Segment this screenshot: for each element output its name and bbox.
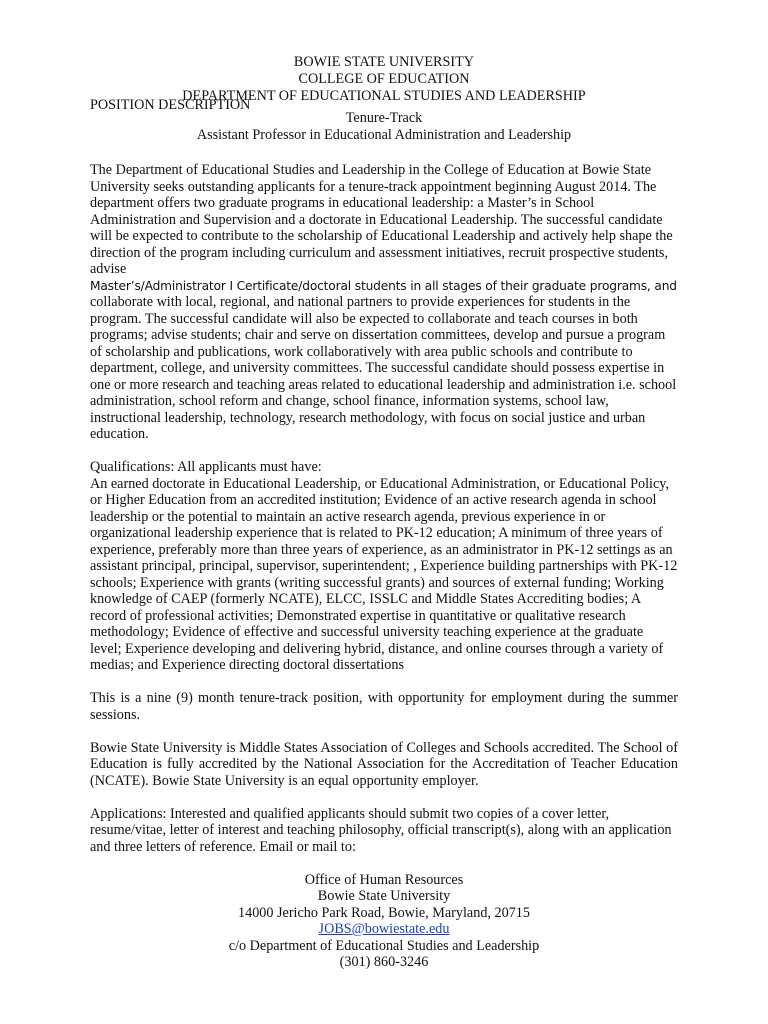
contact-block bbox=[90, 872, 678, 971]
intro-paragraph bbox=[90, 162, 678, 443]
position-description-label: POSITION DESCRIPTION bbox=[90, 97, 251, 113]
document-header bbox=[90, 54, 678, 154]
job-title: Assistant Professor in Educational Administration and Leadership bbox=[196, 127, 572, 143]
qualifications-heading: Qualifications: All applicants must have: bbox=[90, 459, 322, 475]
intro-text-part1: The Department of Educational Studies and Leadership in the College of Education at Bowie State University seeks outstanding applicants for a tenure-track appointment beginning August 2014. The department offers two graduate programs in educational leadership: a Master’s in School Administration and Supervision and a doctorate in Educational Leadership. The successful candidate will be expected to contribute to the scholarship of Educational Leadership and actively help shape the direction of the program including curriculum and assessment initiatives, recruit prospective students, advise bbox=[90, 162, 673, 277]
track-label: Tenure-Track bbox=[345, 110, 423, 126]
qualifications-text: An earned doctorate in Educational Leadership, or Educational Administration, or Educational Policy, or Higher Education from an accredited institution; Evidence of an active research agenda in school leadership or the potential to maintain an active research agenda, previous experience in or organizational leadership experience that is related to PK-12 education; A minimum of three years of experience, preferably more than three years of experience, as an administrator in PK-12 settings as an assistant principal, principal, supervisor, superintendent; , Experience building partnerships with PK-12 schools; Experience with grants (writing successful grants) and sources of external funding; Working knowledge of CAEP (formerly NCATE), ELCC, ISSLC and Middle States Accrediting bodies; A record of professional activities; Demonstrated expertise in quantitative or qualitative research methodology; Evidence of effective and successful university teaching experience at the graduate level; Experience developing and delivering hybrid, distance, and online courses through a variety of medias; and Experience directing doctoral dissertations bbox=[90, 475, 678, 673]
college-name: COLLEGE OF EDUCATION bbox=[298, 71, 470, 87]
accreditation-paragraph: Bowie State University is Middle States Association of Colleges and Schools accredited. The School of Education is fully accredited by the National Association for the Accreditation of Teacher Education (NCATE). Bowie State University is an equal opportunity employer. bbox=[90, 739, 678, 789]
intro-text-part3: collaborate with local, regional, and national partners to provide experiences for students in the program. The successful candidate will also be expected to collaborate and teach courses in both programs; advise students; chair and serve on dissertation committees, develop and pursue a program of scholarship and publications, work collaboratively with area public schools and contribute to department, college, and university committees. The successful candidate should possess expertise in one or more research and teaching areas related to educational leadership and administration i.e. school administration, school reform and change, school finance, information systems, school law, instructional leadership, technology, research methodology, with focus on social justice and urban education. bbox=[90, 294, 677, 442]
university-name: BOWIE STATE UNIVERSITY bbox=[293, 54, 475, 70]
contact-university: Bowie State University bbox=[317, 888, 451, 904]
contact-care-of: c/o Department of Educational Studies and Leadership bbox=[228, 937, 540, 954]
contact-email-link[interactable]: JOBS@bowiestate.edu bbox=[318, 921, 450, 937]
applications-paragraph: Applications: Interested and qualified applicants should submit two copies of a cover letter, resume/vitae, letter of interest and teaching philosophy, official transcript(s), along with an application and three letters of reference. Email or mail to: bbox=[90, 805, 672, 855]
department-name: DEPARTMENT OF EDUCATIONAL STUDIES AND LEADERSHIP bbox=[182, 88, 586, 104]
contact-office: Office of Human Resources bbox=[304, 871, 464, 888]
position-term-paragraph: This is a nine (9) month tenure-track position, with opportunity for employment during the summer sessions. bbox=[90, 690, 678, 723]
document-page bbox=[90, 54, 678, 971]
contact-phone: (301) 860-3246 bbox=[339, 954, 429, 970]
intro-text-part2: Master’s/Administrator I Certificate/doctoral students in all stages of their graduate programs, and bbox=[90, 278, 677, 293]
contact-address: 14000 Jericho Park Road, Bowie, Maryland, 20715 bbox=[238, 904, 530, 921]
